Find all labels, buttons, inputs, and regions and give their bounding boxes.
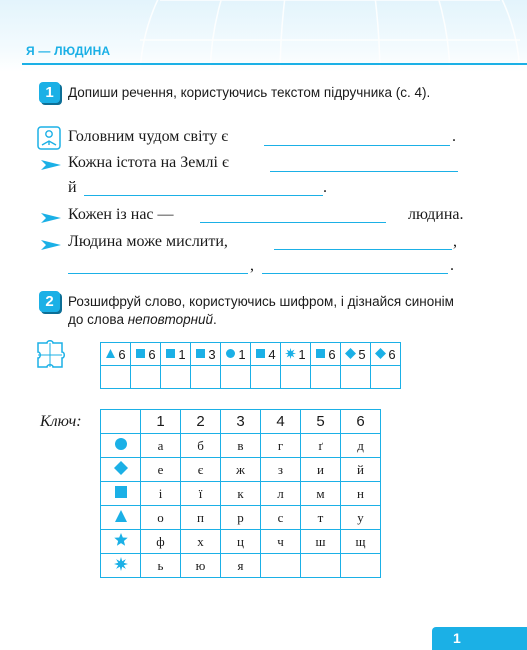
task2-instruction-end: . <box>213 312 217 327</box>
key-column-header: 5 <box>301 410 341 434</box>
key-letter-cell: ь <box>141 554 181 578</box>
key-letter-cell: ю <box>181 554 221 578</box>
key-letter-cell: ж <box>221 458 261 482</box>
key-letter-cell: д <box>341 434 381 458</box>
answer-field-4[interactable] <box>200 222 386 223</box>
page-number: 1 <box>432 627 527 650</box>
key-letter-cell: к <box>221 482 261 506</box>
code-digit: 5 <box>358 346 366 362</box>
code-digit: 6 <box>388 346 396 362</box>
key-letter-cell: ф <box>141 530 181 554</box>
sentence-3: й <box>68 179 77 196</box>
code-digit: 1 <box>298 346 306 362</box>
sentence-1: Головним чудом світу є <box>68 128 229 145</box>
square-icon <box>195 347 206 362</box>
answer-field-7[interactable] <box>262 273 448 274</box>
arrow-icon <box>40 159 62 171</box>
key-letter-cell: щ <box>341 530 381 554</box>
square-icon <box>255 347 266 362</box>
globe-decoration <box>130 0 527 72</box>
key-letter-cell: л <box>261 482 301 506</box>
sentence-2: Кожна істота на Землі є <box>68 154 229 171</box>
sentence-4: Кожен із нас — <box>68 206 174 223</box>
code-digit: 1 <box>178 346 186 362</box>
sentence-6-end: . <box>450 257 454 274</box>
task-number-2: 2 <box>39 291 60 312</box>
person-book-icon <box>37 126 61 155</box>
answer-field-3[interactable] <box>84 195 323 196</box>
code-cell-8 <box>311 343 341 366</box>
key-letter-cell: с <box>261 506 301 530</box>
key-column-header: 1 <box>141 410 181 434</box>
code-digit: 6 <box>328 346 336 362</box>
cipher-key-table <box>100 409 381 578</box>
key-row <box>101 506 381 530</box>
code-cell-5 <box>221 343 251 366</box>
section-title: Я — ЛЮДИНА <box>26 44 111 58</box>
key-column-header: 2 <box>181 410 221 434</box>
key-row <box>101 434 381 458</box>
key-letter-cell: е <box>141 458 181 482</box>
key-letter-cell: ш <box>301 530 341 554</box>
header-divider <box>22 63 527 65</box>
answer-field-2[interactable] <box>270 171 458 172</box>
answer-letter-cell-10[interactable] <box>371 366 401 389</box>
key-letter-cell <box>261 554 301 578</box>
code-cell-3 <box>161 343 191 366</box>
code-cell-4 <box>191 343 221 366</box>
key-letter-cell: ї <box>181 482 221 506</box>
code-cell-10 <box>371 343 401 366</box>
code-digit: 1 <box>238 346 246 362</box>
code-cell-9 <box>341 343 371 366</box>
key-letter-cell: б <box>181 434 221 458</box>
code-cell-7 <box>281 343 311 366</box>
diamond-icon <box>375 347 386 362</box>
code-cell-6 <box>251 343 281 366</box>
code-digit: 4 <box>268 346 276 362</box>
code-digit: 6 <box>118 346 126 362</box>
code-cell-2 <box>131 343 161 366</box>
key-letter-cell: н <box>341 482 381 506</box>
key-row <box>101 482 381 506</box>
key-letter-cell: у <box>341 506 381 530</box>
sentence-5: Людина може мислити, <box>68 233 228 250</box>
sentence-6-mid: , <box>250 257 254 274</box>
key-column-header: 6 <box>341 410 381 434</box>
key-letter-cell: є <box>181 458 221 482</box>
star-icon <box>101 530 141 554</box>
key-letter-cell: х <box>181 530 221 554</box>
puzzle-icon <box>35 340 65 375</box>
key-letter-cell <box>301 554 341 578</box>
answer-letter-cell-8[interactable] <box>311 366 341 389</box>
key-letter-cell: я <box>221 554 261 578</box>
answer-letter-cell-7[interactable] <box>281 366 311 389</box>
task1-instruction: Допиши речення, користуючись текстом підручника (с. 4). <box>68 85 431 100</box>
sentence-3-end: . <box>323 179 327 196</box>
triangle-icon <box>105 347 116 362</box>
key-row <box>101 554 381 578</box>
key-letter-cell: т <box>301 506 341 530</box>
key-letter-cell: р <box>221 506 261 530</box>
task-number-1: 1 <box>39 82 60 103</box>
code-digit: 6 <box>148 346 156 362</box>
task2-instruction <box>68 293 468 329</box>
key-row <box>101 530 381 554</box>
key-letter-cell: й <box>341 458 381 482</box>
key-letter-cell: ґ <box>301 434 341 458</box>
square-icon <box>101 482 141 506</box>
task2-instruction-text: Розшифруй слово, користуючись шифром, і дізнайся синонім до слова <box>68 294 454 327</box>
key-letter-cell: г <box>261 434 301 458</box>
answer-letter-cell-1[interactable] <box>101 366 131 389</box>
page-header <box>0 0 527 72</box>
key-letter-cell: п <box>181 506 221 530</box>
sentence-5-end: , <box>453 233 457 250</box>
answer-field-6[interactable] <box>68 273 248 274</box>
answer-field-5[interactable] <box>274 249 452 250</box>
key-letter-cell: в <box>221 434 261 458</box>
triangle-icon <box>101 506 141 530</box>
circle-icon <box>101 434 141 458</box>
code-cell-1 <box>101 343 131 366</box>
answer-letter-cell-4[interactable] <box>191 366 221 389</box>
key-corner-cell <box>101 410 141 434</box>
key-letter-cell: о <box>141 506 181 530</box>
answer-letter-cell-9[interactable] <box>341 366 371 389</box>
answer-letter-cell-5[interactable] <box>221 366 251 389</box>
square-icon <box>315 347 326 362</box>
circle-icon <box>225 347 236 362</box>
answer-letter-cell-3[interactable] <box>161 366 191 389</box>
answer-field-1[interactable] <box>264 145 450 146</box>
key-letter-cell: з <box>261 458 301 482</box>
key-letter-cell: ч <box>261 530 301 554</box>
code-digit: 3 <box>208 346 216 362</box>
key-letter-cell: і <box>141 482 181 506</box>
key-column-header: 3 <box>221 410 261 434</box>
key-letter-cell <box>341 554 381 578</box>
sentence-1-end: . <box>452 128 456 145</box>
square-icon <box>135 347 146 362</box>
burst-icon <box>285 347 296 362</box>
key-row <box>101 458 381 482</box>
code-table <box>100 342 401 389</box>
key-letter-cell: а <box>141 434 181 458</box>
key-letter-cell: и <box>301 458 341 482</box>
square-icon <box>165 347 176 362</box>
burst-icon <box>101 554 141 578</box>
arrow-icon <box>40 239 62 251</box>
key-column-header: 4 <box>261 410 301 434</box>
answer-letter-cell-6[interactable] <box>251 366 281 389</box>
diamond-icon <box>101 458 141 482</box>
arrow-icon <box>40 212 62 224</box>
diamond-icon <box>345 347 356 362</box>
sentence-4-end: людина. <box>408 206 464 223</box>
task2-instruction-word: неповторний <box>127 312 214 327</box>
answer-letter-cell-2[interactable] <box>131 366 161 389</box>
key-letter-cell: ц <box>221 530 261 554</box>
key-letter-cell: м <box>301 482 341 506</box>
key-label: Ключ: <box>40 413 82 430</box>
